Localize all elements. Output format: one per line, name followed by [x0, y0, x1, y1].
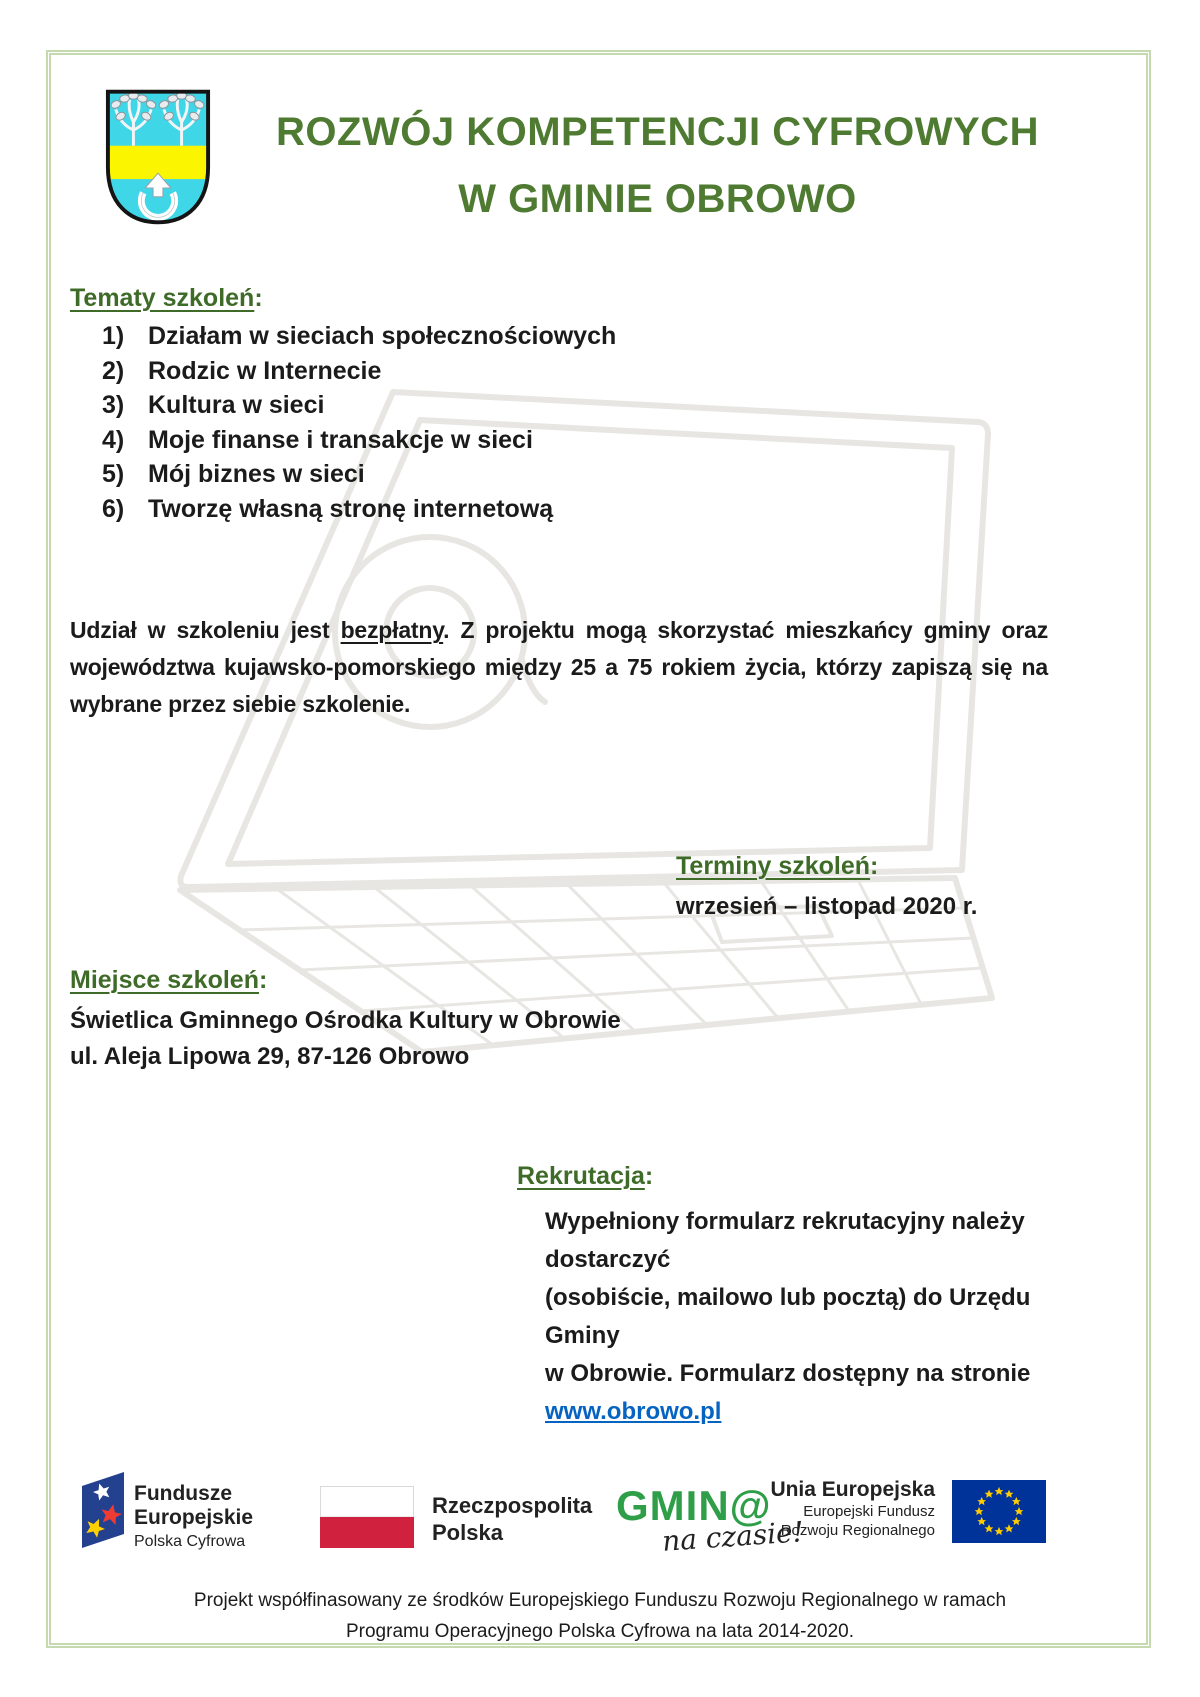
rzeczpospolita-polska-label: Rzeczpospolita Polska — [432, 1493, 593, 1545]
recruitment-line4: w Obrowie. Formularz dostępny na stronie — [545, 1360, 1031, 1387]
topic-item-5: 5) Mój biznes w sieci — [102, 460, 365, 488]
topics-section — [70, 284, 616, 526]
topic-item-4: 4) Moje finanse i transakcje w sieci — [102, 425, 533, 454]
poland-flag-icon — [320, 1486, 414, 1548]
recruitment-line3: (osobiście, mailowo lub pocztą) do Urzędu Gminy — [545, 1284, 1031, 1349]
recruitment-line2: dostarczyć — [545, 1246, 671, 1273]
footer-note-line2: Programu Operacyjnego Polska Cyfrowa na lata 2014-2020. — [345, 1621, 854, 1642]
intro-paragraph: Udział w szkoleniu jest bezpłatny. Z projektu mogą skorzystać mieszkańcy gminy oraz województwa kujawsko-pomorskiego między 25 a 75 rokiem życia, którzy zapiszą się na wybrane przez siebie szkolenie. — [70, 617, 1048, 717]
recruitment-line1: Wypełniony formularz rekrutacyjny należy — [545, 1208, 1025, 1235]
obrowo-coat-of-arms-icon — [103, 86, 213, 228]
gmina-logo-subtext: na czasie! — [661, 1515, 805, 1558]
obrowo-website-link[interactable]: www.obrowo.pl — [545, 1398, 722, 1425]
page-title-line2: W GMINIE OBROWO — [458, 177, 857, 221]
eu-flag-icon — [952, 1480, 1046, 1543]
unia-europejska-label: Unia Europejska Europejski Fundusz Rozwoju Regionalnego — [770, 1478, 935, 1539]
terms-section — [676, 852, 977, 925]
recruitment-heading: Rekrutacja: — [517, 1162, 654, 1190]
fundusze-europejskie-label: Fundusze Europejskie Polska Cyfrowa — [134, 1482, 254, 1550]
place-heading: Miejsce szkoleń: — [70, 966, 268, 994]
footer-note-line1: Projekt współfinasowany ze środków Europejskiego Funduszu Rozwoju Regionalnego w ramach — [193, 1590, 1007, 1611]
place-line2: ul. Aleja Lipowa 29, 87-126 Obrowo — [70, 1043, 470, 1070]
page-title — [235, 99, 1080, 233]
place-line1: Świetlica Gminnego Ośrodka Kultury w Obrowie — [70, 1007, 621, 1034]
topics-heading: Tematy szkoleń: — [70, 284, 263, 312]
topic-item-2: 2) Rodzic w Internecie — [102, 356, 382, 385]
topic-item-3: 3) Kultura w sieci — [102, 391, 325, 419]
fundusze-europejskie-logo-icon — [72, 1470, 134, 1556]
free-word-underlined: bezpłatny — [340, 617, 444, 643]
topic-item-6: 6) Tworzę własną stronę internetową — [102, 494, 554, 523]
terms-heading: Terminy szkoleń: — [676, 852, 879, 880]
recruitment-section — [517, 1162, 1107, 1431]
place-section — [70, 966, 621, 1075]
terms-value: wrzesień – listopad 2020 r. — [676, 893, 978, 920]
footer-note — [48, 1585, 1152, 1647]
topic-item-1: 1) Działam w sieciach społecznościowych — [102, 322, 617, 350]
gmina-logo-text: GMIN@ — [616, 1482, 772, 1529]
page-title-line1: ROZWÓJ KOMPETENCJI CYFROWYCH — [276, 110, 1039, 154]
